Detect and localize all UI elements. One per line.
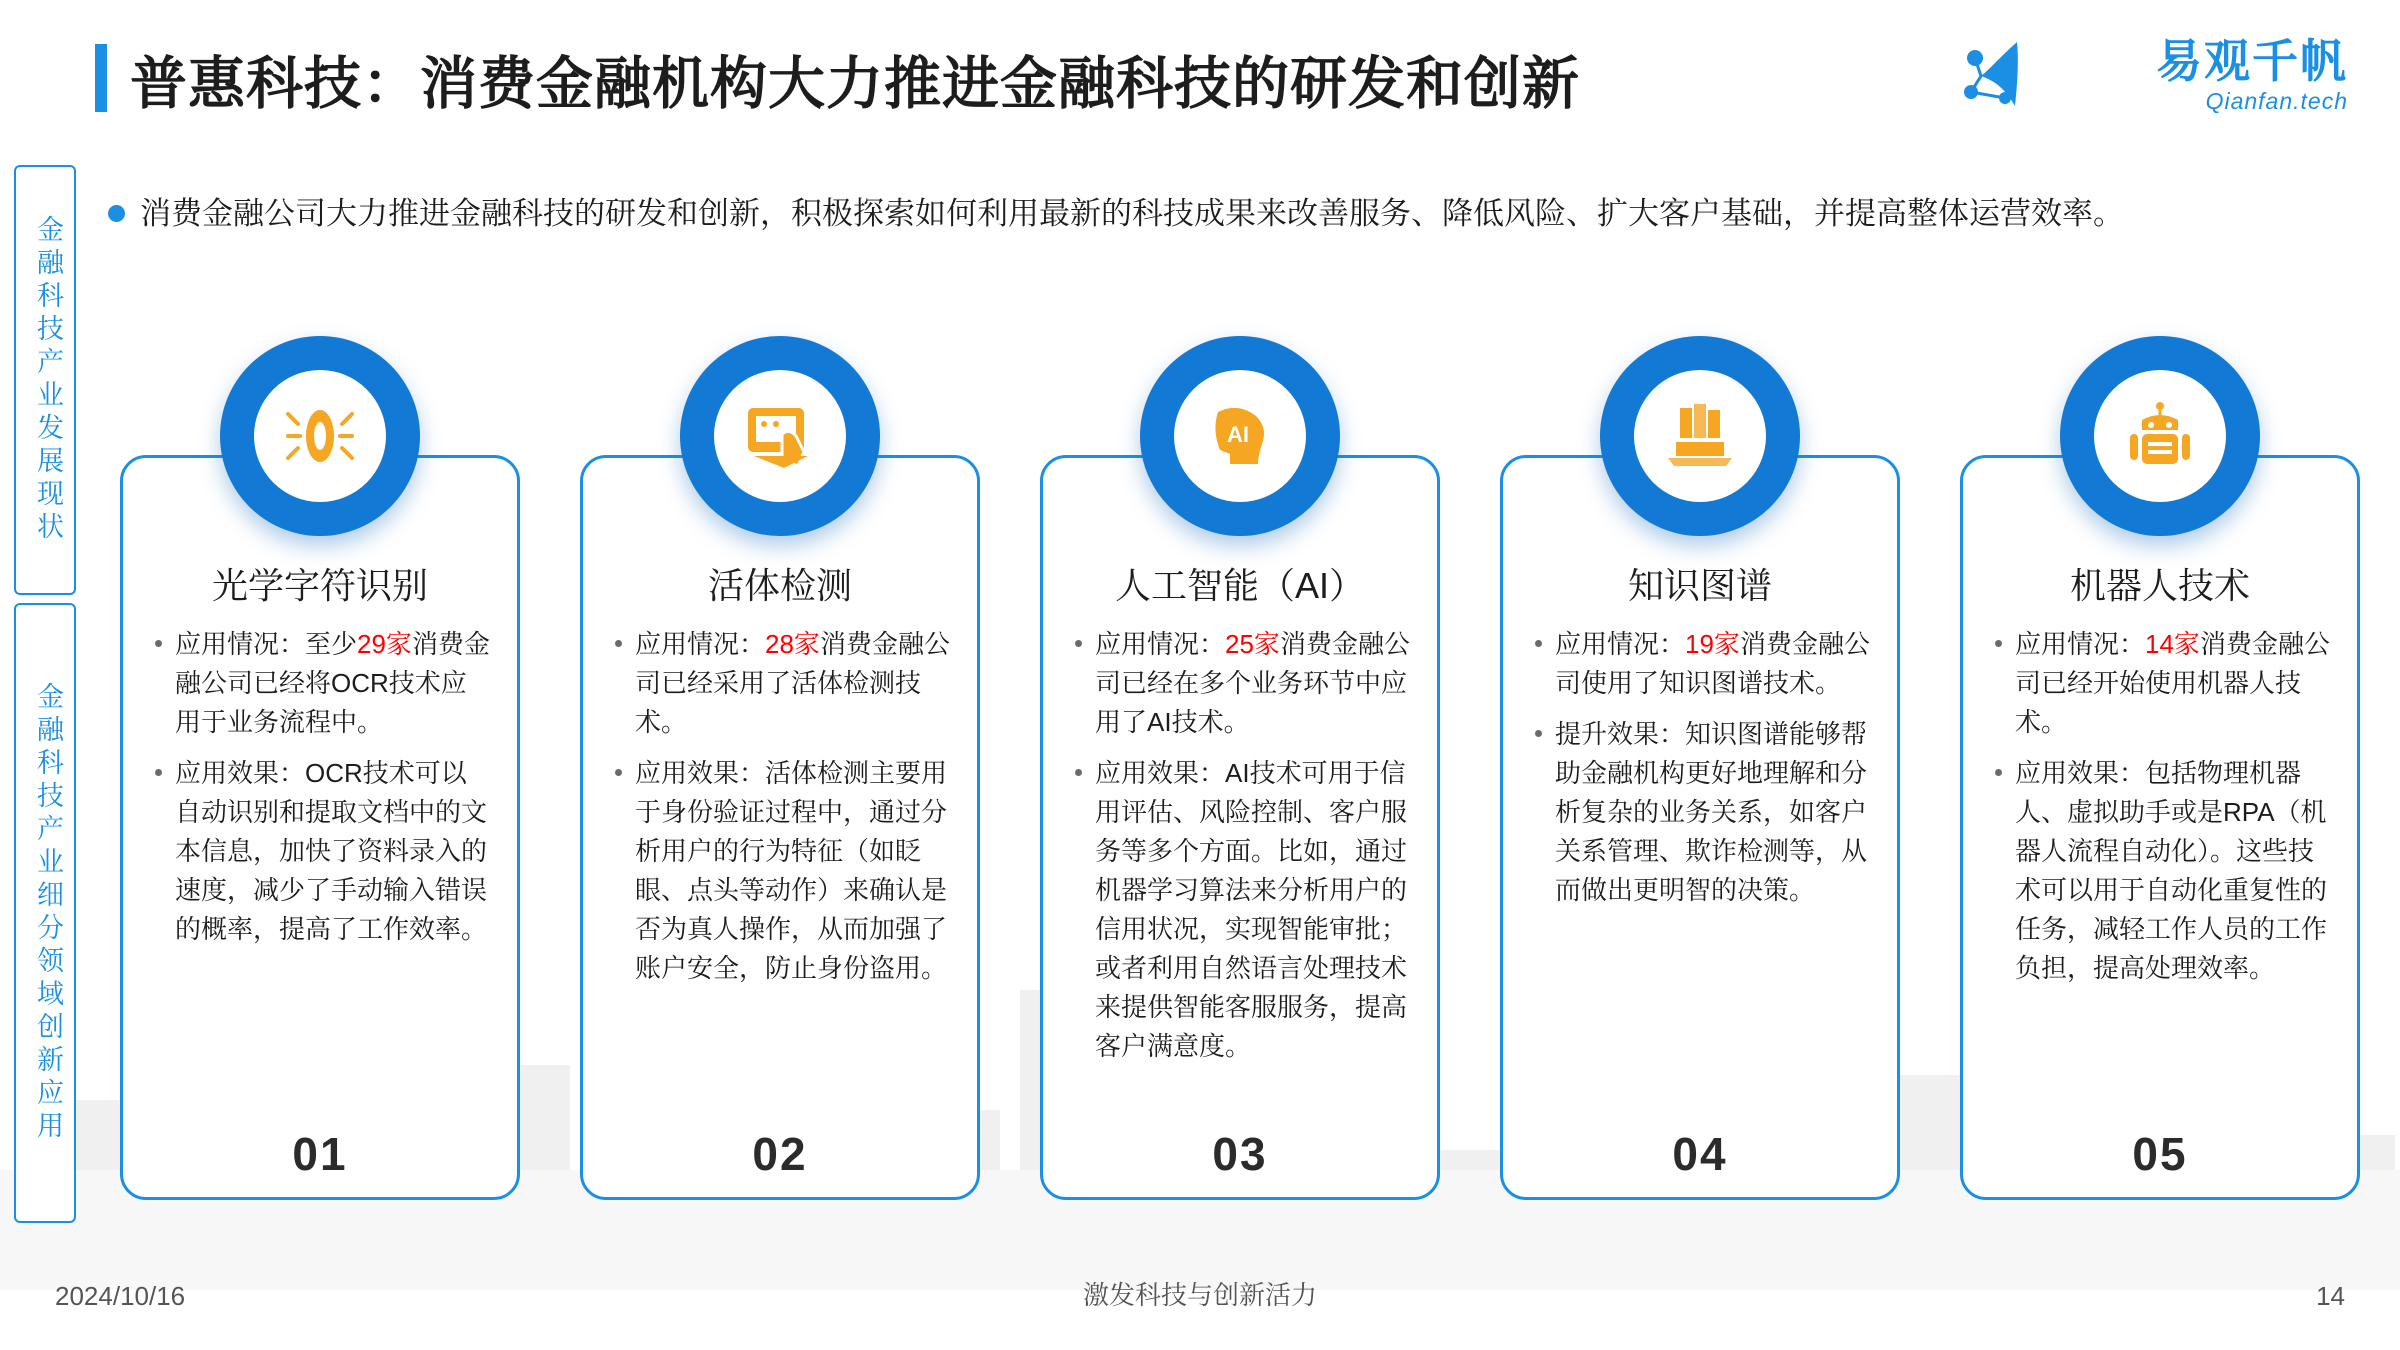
robot-icon	[2118, 394, 2202, 478]
card-bullets	[1989, 625, 2331, 988]
card-knowledge-graph	[1500, 455, 1900, 1200]
intro-bullet-icon	[108, 205, 125, 222]
footer-page-number: 14	[2316, 1281, 2345, 1311]
bullet-prefix: 应用情况：	[635, 629, 766, 659]
card-title: 知识图谱	[1627, 565, 1772, 606]
fingerprint-scan-icon	[278, 394, 362, 478]
bullet-prefix: 应用情况：至少	[175, 629, 358, 659]
bullet-prefix: 应用情况：	[1095, 629, 1226, 659]
card-number: 04	[1672, 1128, 1728, 1180]
card-icon-circle	[2060, 336, 2260, 536]
card-icon-circle	[680, 336, 880, 536]
bullet-highlight: 29家	[357, 629, 412, 659]
bullet-suffix: 消费金融公司已经开始使用机器人技术。	[2015, 629, 2330, 737]
laptop-books-icon	[1658, 394, 1742, 478]
card-liveness	[580, 455, 980, 1200]
card-bullets	[149, 625, 491, 949]
list-item	[1069, 625, 1411, 742]
brand-logo-icon	[1959, 36, 2045, 116]
page-title: 普惠科技：消费金融机构大力推进金融科技的研发和创新	[130, 52, 1580, 116]
bullet-highlight: 14家	[2145, 629, 2200, 659]
list-item	[609, 625, 951, 742]
intro-paragraph: 消费金融公司大力推进金融科技的研发和创新，积极探索如何利用最新的科技成果来改善服务、降低风险、扩大客户基础，并提高整体运营效率。	[140, 196, 2124, 231]
card-bullets	[1529, 625, 1871, 910]
card-robotics	[1960, 455, 2360, 1200]
bullet-highlight: 19家	[1685, 629, 1740, 659]
card-title: 人工智能（AI）	[1114, 565, 1365, 606]
bullet-highlight: 28家	[765, 629, 820, 659]
bullet-suffix: 消费金融公司已经将OCR技术应用于业务流程中。	[175, 629, 490, 737]
card-title: 活体检测	[707, 565, 852, 606]
list-item	[1989, 754, 2331, 988]
touch-screen-icon	[738, 394, 822, 478]
left-rail	[14, 165, 76, 1223]
bullet-prefix: 应用效果：包括物理机器人、虚拟助手或是RPA（机器人流程自动化）。这些技术可以用于自动化重复性的任务，减轻工作人员的工作负担，提高处理效率。	[2015, 758, 2328, 983]
card-icon-circle	[220, 336, 420, 536]
list-item	[149, 625, 491, 742]
list-item	[1069, 754, 1411, 1066]
bullet-prefix: 提升效果：知识图谱能够帮助金融机构更好地理解和分析复杂的业务关系，如客户关系管理、欺诈检测等，从而做出更明智的决策。	[1555, 719, 1868, 905]
card-row	[120, 422, 2360, 1215]
rail-tab-2[interactable]	[14, 603, 76, 1223]
card-icon-circle	[1140, 336, 1340, 536]
list-item	[1529, 625, 1871, 703]
title-accent-bar	[95, 44, 107, 112]
footer-date: 2024/10/16	[55, 1281, 186, 1311]
list-item	[149, 754, 491, 949]
brand-logo-text	[2156, 35, 2348, 115]
card-number: 03	[1212, 1128, 1268, 1180]
bullet-prefix: 应用效果：活体检测主要用于身份验证过程中，通过分析用户的行为特征（如眨眼、点头等动作）来确认是否为真人操作，从而加强了账户安全，防止身份盗用。	[635, 758, 948, 983]
card-title: 机器人技术	[2069, 565, 2250, 606]
rail-tab-1-label: 金融科技产业发展现状	[33, 215, 63, 545]
brand-name: 易观千帆	[2156, 35, 2348, 87]
card-ai	[1040, 422, 1440, 1200]
svg-text:AI: AI	[1227, 422, 1249, 447]
brand-domain: Qianfan.tech	[2205, 88, 2348, 114]
card-number: 01	[292, 1128, 348, 1180]
bullet-prefix: 应用效果：AI技术可用于信用评估、风险控制、客户服务等多个方面。比如，通过机器学习算法来分析用户的信用状况，实现智能审批；或者利用自然语言处理技术来提供智能客服服务，提高客户满意度。	[1095, 758, 1408, 1061]
list-item	[609, 754, 951, 988]
bullet-prefix: 应用效果：OCR技术可以自动识别和提取文档中的文本信息，加快了资料录入的速度，减少了手动输入错误的概率，提高了工作效率。	[175, 758, 488, 944]
ai-head-icon	[1198, 394, 1282, 478]
bullet-prefix: 应用情况：	[2015, 629, 2146, 659]
bullet-prefix: 应用情况：	[1555, 629, 1686, 659]
bullet-highlight: 25家	[1225, 629, 1280, 659]
bullet-suffix: 消费金融公司已经在多个业务环节中应用了AI技术。	[1095, 629, 1410, 737]
card-bullets	[1069, 625, 1411, 1066]
list-item	[1529, 715, 1871, 910]
list-item	[1989, 625, 2331, 742]
card-number: 02	[752, 1128, 808, 1180]
footer-slogan: 激发科技与创新活力	[1082, 1280, 1317, 1310]
card-number: 05	[2132, 1128, 2188, 1180]
bullet-suffix: 消费金融公司已经采用了活体检测技术。	[635, 629, 950, 737]
rail-tab-2-label: 金融科技产业细分领域创新应用	[33, 682, 63, 1144]
card-icon-circle	[1600, 336, 1800, 536]
card-bullets	[609, 625, 951, 988]
rail-tab-1[interactable]	[14, 165, 76, 595]
card-title: 光学字符识别	[211, 565, 428, 606]
bullet-suffix: 消费金融公司使用了知识图谱技术。	[1555, 629, 1870, 698]
card-ocr	[120, 455, 520, 1200]
